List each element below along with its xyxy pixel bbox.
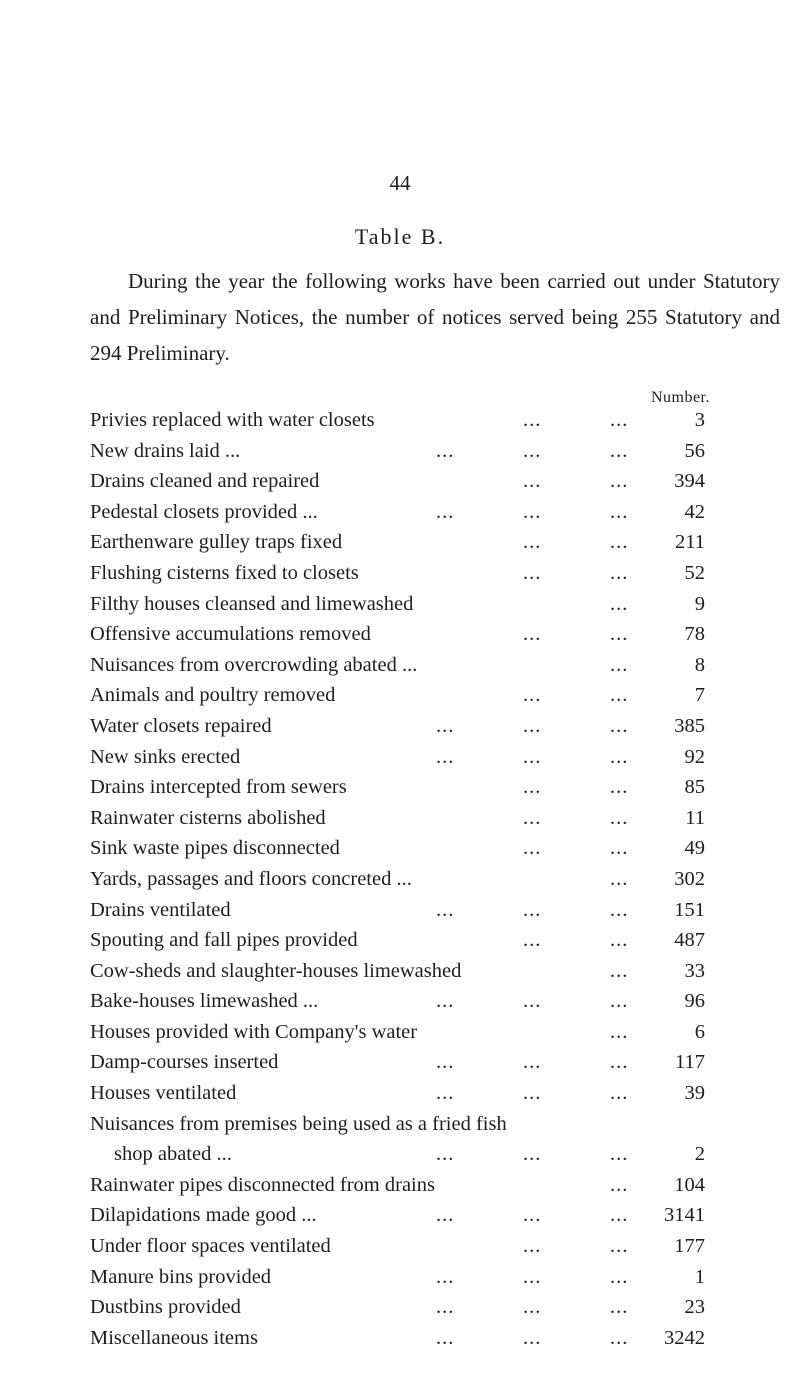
- row-label: [90, 619, 630, 650]
- table-row: [90, 1231, 705, 1262]
- leader-dots: ...: [523, 439, 542, 462]
- leader-dots: ...: [610, 1296, 629, 1319]
- row-value: 56: [684, 439, 705, 462]
- leader-dots: ...: [523, 1051, 542, 1074]
- row-value: 177: [674, 1235, 705, 1258]
- leader-dots: ...: [436, 439, 455, 462]
- table-row: [90, 558, 705, 589]
- row-label: [90, 895, 630, 926]
- row-label: [90, 803, 630, 834]
- leader-dots: ...: [436, 1296, 455, 1319]
- row-label: [90, 680, 630, 711]
- leader-dots: ...: [523, 561, 542, 584]
- leader-dots: ...: [610, 1265, 629, 1288]
- leader-dots: ...: [610, 653, 629, 676]
- leader-dots: ...: [523, 531, 542, 554]
- row-label-text: Earthenware gulley traps fixed: [90, 531, 343, 554]
- row-label-text: Houses ventilated: [90, 1082, 237, 1105]
- leader-dots: ...: [610, 1082, 629, 1105]
- leader-dots: ...: [436, 714, 455, 737]
- table-row: [90, 895, 705, 926]
- leader-dots: ...: [523, 500, 542, 523]
- row-label: [90, 1170, 630, 1201]
- leader-dots: ...: [523, 898, 542, 921]
- table-row: [90, 711, 705, 742]
- row-label-text: Cow-sheds and slaughter-houses limewashed: [90, 959, 462, 982]
- row-value: 3242: [664, 1326, 705, 1349]
- row-value: 9: [694, 592, 705, 615]
- row-label: [90, 1323, 630, 1354]
- row-value: 42: [684, 500, 705, 523]
- row-value: 302: [674, 867, 705, 890]
- leader-dots: ...: [610, 1143, 629, 1166]
- row-value: 49: [684, 837, 705, 860]
- table-row: [90, 405, 705, 436]
- table-row: [90, 589, 705, 620]
- row-label-text: Dustbins provided: [90, 1296, 241, 1319]
- table-row: [90, 680, 705, 711]
- row-label: [90, 1047, 630, 1078]
- leader-dots: ...: [523, 990, 542, 1013]
- leader-dots: ...: [610, 745, 629, 768]
- leader-dots: ...: [436, 990, 455, 1013]
- table-row: [90, 527, 705, 558]
- leader-dots: ...: [610, 623, 629, 646]
- leader-dots: ...: [523, 1235, 542, 1258]
- leader-dots: ...: [610, 409, 629, 431]
- leader-dots: ...: [523, 409, 542, 431]
- leader-dots: ...: [610, 1173, 629, 1196]
- row-label: [90, 1017, 630, 1048]
- row-label-continuation: shop abated ...: [114, 1143, 232, 1166]
- row-value: 11: [685, 806, 705, 829]
- row-label: [90, 1262, 630, 1293]
- row-label: [90, 956, 630, 987]
- row-label-text: Offensive accumulations removed: [90, 623, 371, 646]
- leader-dots: ...: [523, 1326, 542, 1349]
- table-row: [90, 1262, 705, 1293]
- row-value: 394: [674, 470, 705, 493]
- row-label-text: Rainwater cisterns abolished: [90, 806, 326, 829]
- row-value: 85: [684, 776, 705, 799]
- row-label-text: Manure bins provided: [90, 1265, 272, 1288]
- row-value: 104: [674, 1173, 705, 1196]
- row-value: 2: [694, 1143, 705, 1166]
- row-value: 8: [694, 653, 705, 676]
- row-label: [90, 986, 630, 1017]
- leader-dots: ...: [436, 500, 455, 523]
- row-value: 1: [694, 1265, 705, 1288]
- leader-dots: ...: [610, 990, 629, 1013]
- row-label: [90, 558, 630, 589]
- row-value: 39: [684, 1082, 705, 1105]
- leader-dots: ...: [610, 837, 629, 860]
- table-row: [90, 497, 705, 528]
- row-label: [90, 925, 630, 956]
- leader-dots: ...: [523, 470, 542, 493]
- row-label: [90, 1292, 630, 1323]
- leader-dots: ...: [610, 929, 629, 952]
- leader-dots: ...: [436, 1082, 455, 1105]
- row-label: [90, 650, 630, 681]
- intro-paragraph: During the year the following works have been carried out under Statutory and Preliminary Notices, the number of notices served being 255 Statutory and 294 Preliminary.: [90, 269, 780, 365]
- leader-dots: ...: [610, 898, 629, 921]
- row-value: 151: [674, 898, 705, 921]
- row-label: [90, 405, 630, 436]
- row-value: 23: [684, 1296, 705, 1319]
- works-table: [90, 405, 705, 1353]
- leader-dots: ...: [523, 714, 542, 737]
- row-value: 52: [684, 561, 705, 584]
- leader-dots: ...: [523, 745, 542, 768]
- leader-dots: ...: [523, 1143, 542, 1166]
- row-label: [90, 1200, 630, 1231]
- row-label-text: Dilapidations made good ...: [90, 1204, 317, 1227]
- table-row: [90, 1200, 705, 1231]
- leader-dots: ...: [610, 1020, 629, 1043]
- table-row: [90, 803, 705, 834]
- table-row: [90, 650, 705, 681]
- row-value: 117: [675, 1051, 705, 1074]
- row-value: 96: [684, 990, 705, 1013]
- leader-dots: ...: [436, 1265, 455, 1288]
- row-label-text: Drains ventilated: [90, 898, 231, 921]
- leader-dots: ...: [610, 592, 629, 615]
- row-value: 385: [674, 714, 705, 737]
- row-label-text: Spouting and fall pipes provided: [90, 929, 358, 952]
- leader-dots: ...: [610, 561, 629, 584]
- row-label-text: Damp-courses inserted: [90, 1051, 279, 1074]
- table-title: Table B.: [354, 224, 446, 249]
- number-column-header: Number.: [650, 389, 710, 406]
- row-value: 92: [684, 745, 705, 768]
- table-row: [90, 925, 705, 956]
- leader-dots: ...: [523, 684, 542, 707]
- leader-dots: ...: [523, 806, 542, 829]
- leader-dots: ...: [610, 684, 629, 707]
- row-label-text: Sink waste pipes disconnected: [90, 837, 340, 860]
- leader-dots: ...: [523, 623, 542, 646]
- row-label-text: Under floor spaces ventilated: [90, 1235, 331, 1258]
- row-label-text: Nuisances from overcrowding abated ...: [90, 653, 418, 676]
- row-value: 3141: [664, 1204, 705, 1227]
- row-label-text: Privies replaced with water closets: [90, 409, 375, 431]
- row-label: [90, 466, 630, 497]
- row-label-text: Bake-houses limewashed ...: [90, 990, 319, 1013]
- row-label-text: New sinks erected: [90, 745, 241, 768]
- row-label-text: Flushing cisterns fixed to closets: [90, 561, 359, 584]
- row-label-text: Rainwater pipes disconnected from drains: [90, 1173, 435, 1196]
- leader-dots: ...: [610, 1204, 629, 1227]
- row-label: [90, 527, 630, 558]
- leader-dots: ...: [523, 1265, 542, 1288]
- row-label-text: New drains laid ...: [90, 439, 241, 462]
- row-label-text: Yards, passages and floors concreted ...: [90, 867, 412, 890]
- leader-dots: ...: [610, 439, 629, 462]
- table-row: [90, 1170, 705, 1201]
- row-label: [90, 772, 630, 803]
- table-row: [90, 1109, 705, 1170]
- row-label-text: Drains intercepted from sewers: [90, 776, 347, 799]
- row-label: [90, 742, 630, 773]
- table-row: [90, 864, 705, 895]
- row-label-text: Miscellaneous items: [90, 1326, 258, 1349]
- row-label-text: Nuisances from premises being used as a fried fish: [90, 1112, 507, 1135]
- row-value: 33: [684, 959, 705, 982]
- leader-dots: ...: [610, 1235, 629, 1258]
- leader-dots: ...: [523, 837, 542, 860]
- leader-dots: ...: [436, 898, 455, 921]
- leader-dots: ...: [610, 500, 629, 523]
- leader-dots: ...: [610, 714, 629, 737]
- row-label-text: Filthy houses cleansed and limewashed: [90, 592, 414, 615]
- row-label: [90, 1078, 630, 1109]
- table-row: [90, 1078, 705, 1109]
- table-row: [90, 619, 705, 650]
- leader-dots: ...: [523, 929, 542, 952]
- table-row: [90, 772, 705, 803]
- leader-dots: ...: [523, 1296, 542, 1319]
- leader-dots: ...: [436, 745, 455, 768]
- row-label: [90, 833, 630, 864]
- table-row: [90, 1323, 705, 1354]
- row-label: [90, 711, 630, 742]
- row-value: 487: [674, 929, 705, 952]
- leader-dots: ...: [610, 959, 629, 982]
- row-value: 3: [694, 409, 705, 431]
- table-row: [90, 833, 705, 864]
- leader-dots: ...: [610, 1051, 629, 1074]
- table-row: [90, 466, 705, 497]
- leader-dots: ...: [610, 867, 629, 890]
- row-label-text: Water closets repaired: [90, 714, 272, 737]
- leader-dots: ...: [610, 1326, 629, 1349]
- table-row: [90, 986, 705, 1017]
- table-row: [90, 1292, 705, 1323]
- row-value: 7: [694, 684, 705, 707]
- row-label-text: Drains cleaned and repaired: [90, 470, 320, 493]
- table-row: [90, 436, 705, 467]
- row-label: [90, 1231, 630, 1262]
- leader-dots: ...: [436, 1326, 455, 1349]
- row-label-text: Pedestal closets provided ...: [90, 500, 318, 523]
- table-row: [90, 1047, 705, 1078]
- row-label: [90, 864, 630, 895]
- leader-dots: ...: [436, 1204, 455, 1227]
- row-label: [90, 497, 630, 528]
- row-label: [90, 1109, 630, 1170]
- row-label-text: Houses provided with Company's water: [90, 1020, 418, 1043]
- row-value: 211: [675, 531, 705, 554]
- leader-dots: ...: [610, 776, 629, 799]
- leader-dots: ...: [610, 531, 629, 554]
- leader-dots: ...: [436, 1143, 455, 1166]
- leader-dots: ...: [523, 1204, 542, 1227]
- table-row: [90, 742, 705, 773]
- leader-dots: ...: [523, 776, 542, 799]
- row-value: 78: [684, 623, 705, 646]
- leader-dots: ...: [523, 1082, 542, 1105]
- leader-dots: ...: [610, 806, 629, 829]
- row-label: [90, 436, 630, 467]
- table-row: [90, 1017, 705, 1048]
- leader-dots: ...: [610, 470, 629, 493]
- row-value: 6: [694, 1020, 705, 1043]
- page-number: 44: [389, 171, 411, 195]
- row-label: [90, 589, 630, 620]
- leader-dots: ...: [436, 1051, 455, 1074]
- row-label-text: Animals and poultry removed: [90, 684, 336, 707]
- table-row: [90, 956, 705, 987]
